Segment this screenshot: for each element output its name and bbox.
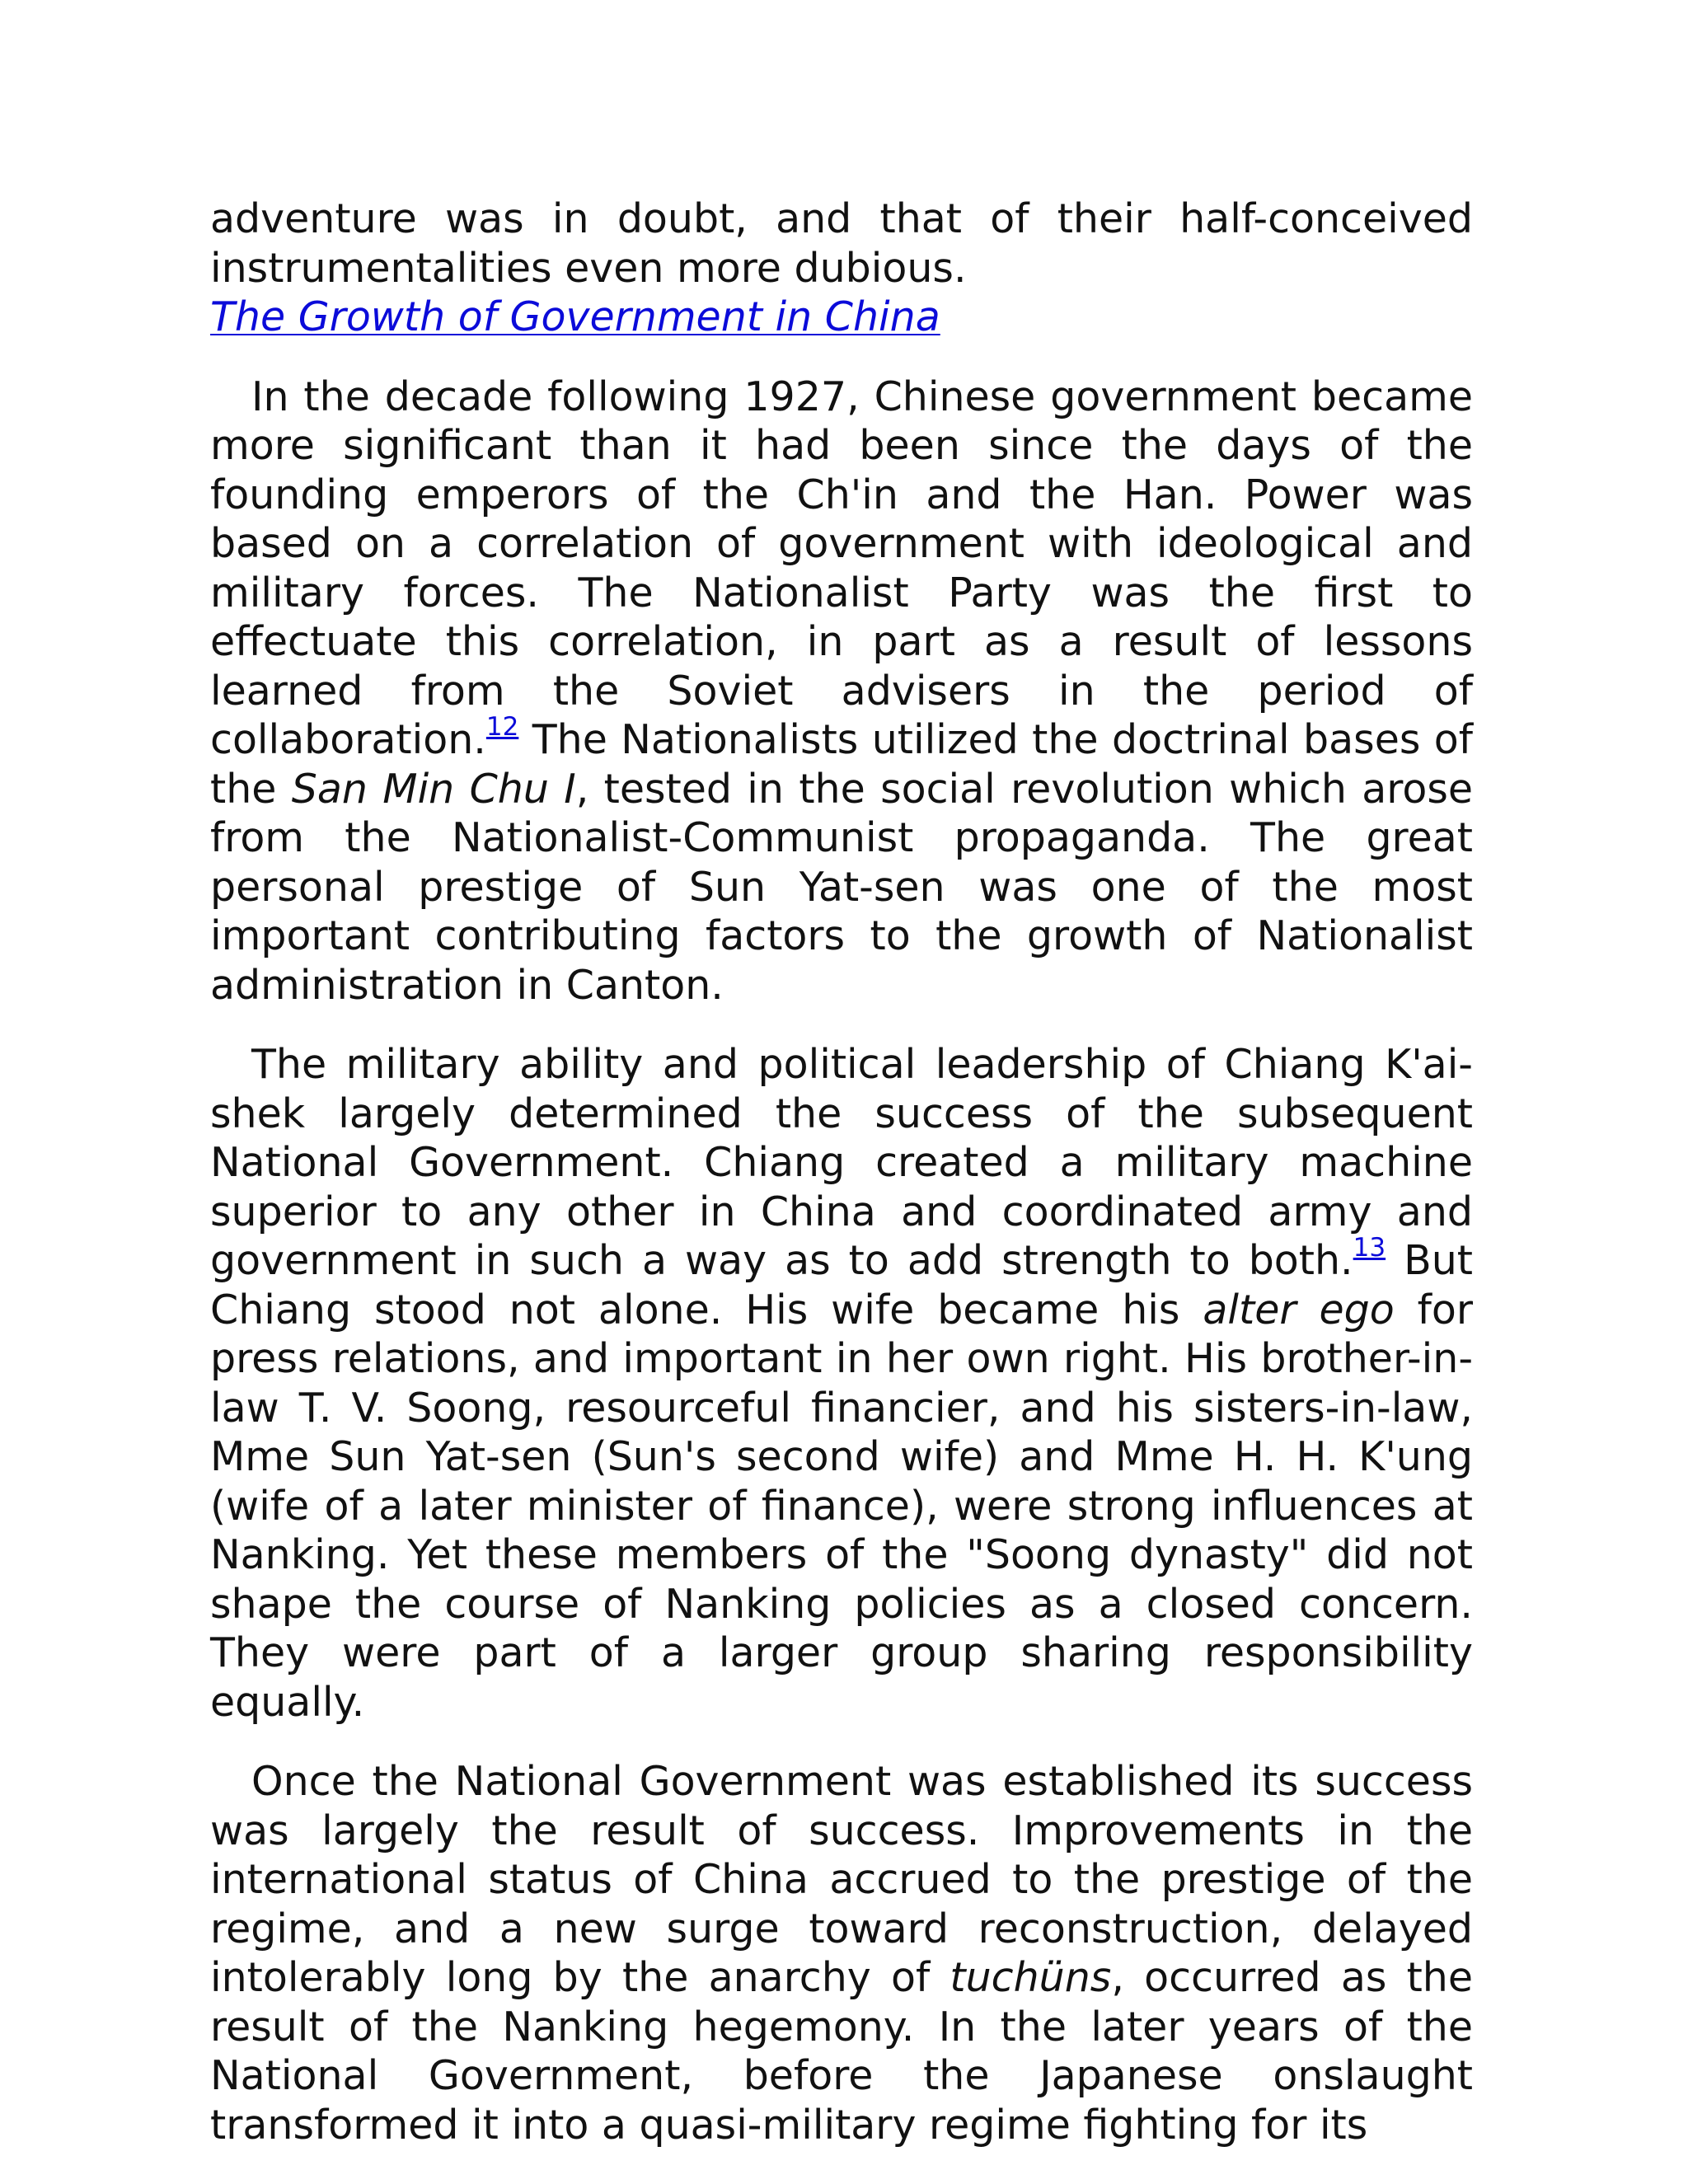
paragraph-1-text-a: In the decade following 1927, Chinese government became more significant than it had been since the days of the founding emperors of the Ch'in and the Han. Power was based on a correlation of government with ideological and military forces. The Nationalist Party was the first to effectuate this correlation, in part as a result of lessons learned from the Soviet advisers in the period of collaboration. bbox=[210, 373, 1473, 763]
footnote-link-12[interactable]: 12 bbox=[485, 712, 519, 742]
paragraph-3-text-a: Once the National Government was established its success was largely the result of success. Improvements in the international status of China accrued to the prestige of the regime, and a new surge toward reconstruction, delayed intolerably long by the anarchy of bbox=[210, 1758, 1473, 2001]
paragraph-1 bbox=[210, 373, 1473, 1010]
paragraph-2-text-c: for press relations, and important in her own right. His brother-in-law T. V. Soong, resourceful financier, and his sisters-in-law, Mme Sun Yat-sen (Sun's second wife) and Mme H. H. K'ung (wife of a later minister of finance), were strong influences at Nanking. Yet these members of the "Soong dynasty" did not shape the course of Nanking policies as a closed concern. They were part of a larger group sharing responsibility equally. bbox=[210, 1286, 1473, 1726]
paragraph-1-text-c: , tested in the social revolution which arose from the Nationalist-Communist propaganda. The great personal prestige of Sun Yat-sen was one of the most important contributing factors to the growth of Nationalist administration in Canton. bbox=[210, 765, 1473, 1009]
paragraph-2-italic-term: alter ego bbox=[1203, 1286, 1395, 1333]
paragraph-3 bbox=[210, 1757, 1473, 2149]
paragraph-1-text-b: The Nationalists utilized the doctrinal bases of the bbox=[210, 716, 1473, 813]
document-page bbox=[210, 194, 1473, 2149]
paragraph-3-text-b: , occurred as the result of the Nanking hegemony. In the later years of the National Government, before the Japanese onslaught transformed it into a quasi-military regime fighting for its bbox=[210, 1954, 1473, 2149]
paragraph-1-italic-title: San Min Chu I bbox=[291, 765, 576, 813]
paragraph-3-italic-term: tuchüns bbox=[950, 1954, 1112, 2001]
footnote-link-13[interactable]: 13 bbox=[1353, 1233, 1386, 1263]
paragraph-2-text-b: But Chiang stood not alone. His wife became his bbox=[210, 1237, 1473, 1333]
paragraph-2 bbox=[210, 1040, 1473, 1727]
section-heading-link[interactable]: The Growth of Government in China bbox=[210, 293, 940, 340]
paragraph-2-text-a: The military ability and political leadership of Chiang K'ai-shek largely determined the success of the subsequent National Government. Chiang created a military machine superior to any other in China and coordinated army and government in such a way as to add strength to both. bbox=[210, 1041, 1473, 1284]
continuation-paragraph bbox=[210, 194, 1473, 293]
continuation-text: adventure was in doubt, and that of their half-conceived instrumentalities even more dubious. bbox=[210, 195, 1473, 292]
